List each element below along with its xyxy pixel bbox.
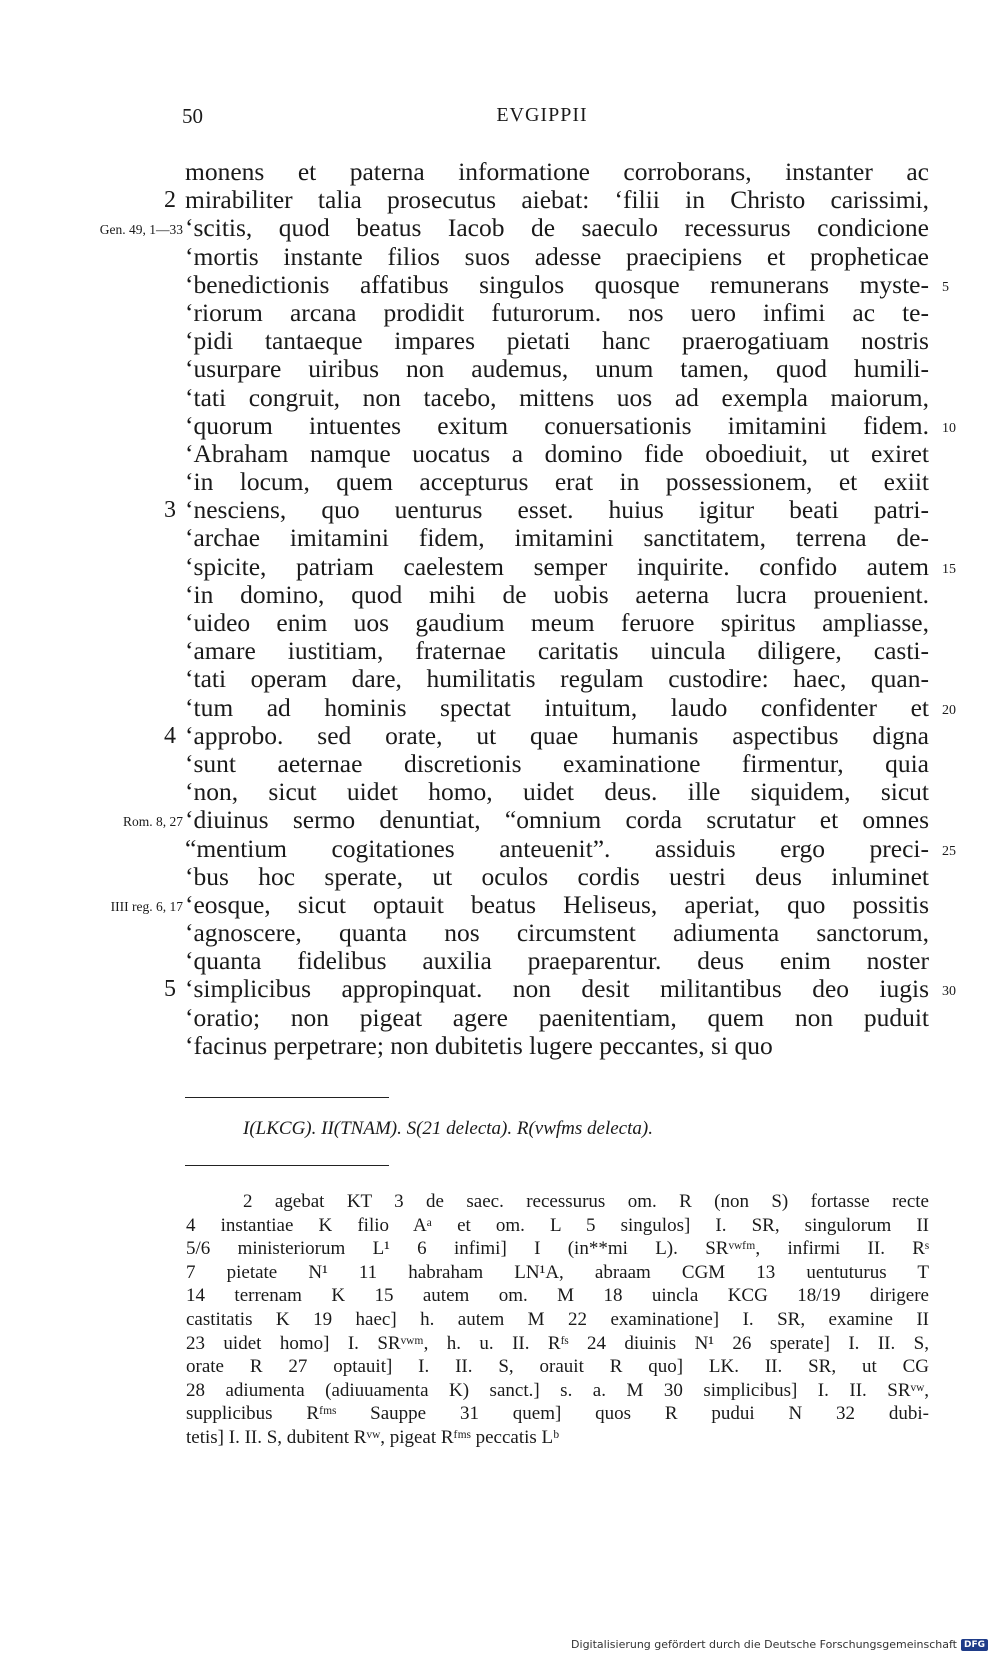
page-header [182, 104, 902, 134]
text-line [0, 1004, 1000, 1032]
line-text: ‘tati operam dare, humilitatis regulam custodire: haec, quan- [185, 664, 929, 694]
text-line [0, 694, 1000, 722]
line-number: 15 [942, 561, 956, 577]
apparatus-text: orate R 27 optauit] I. II. S, orauit R quo] LK. II. SR, ut CG [186, 1356, 929, 1378]
text-line [0, 665, 1000, 693]
text-line [0, 468, 1000, 496]
text-line [0, 806, 1000, 834]
line-text: ‘amare iustitiam, fraternae caritatis uincula diligere, casti- [185, 636, 929, 666]
apparatus-text: 4 instantiae K filio Aᵃ et om. L 5 singulos] I. SR, singulorum II [186, 1214, 929, 1236]
main-text [0, 158, 1000, 1060]
credit-text: Digitalisierung gefördert durch die Deutsche Forschungsgemeinschaft [571, 1638, 957, 1651]
scripture-reference: IIII reg. 6, 17 [110, 898, 183, 914]
line-text: ‘simplicibus appropinquat. non desit militantibus deo iugis [185, 974, 929, 1004]
apparatus-line [0, 1379, 1000, 1403]
divider [185, 1097, 389, 1098]
text-line [0, 637, 1000, 665]
divider [185, 1165, 389, 1166]
line-text: ‘archae imitamini fidem, imitamini sanctitatem, terrena de- [185, 523, 929, 553]
text-line [0, 778, 1000, 806]
line-text: ‘tum ad hominis spectat intuitum, laudo confidenter et [185, 692, 929, 722]
line-text: “mentium cogitationes anteuenit”. assiduis ergo preci- [185, 833, 929, 863]
line-text: ‘non, sicut uidet homo, uidet deus. ille siquidem, sicut [185, 777, 929, 807]
apparatus-text: 28 adiumenta (adiuuamenta K) sanct.] s. a. M 30 simplicibus] I. II. SRᵛʷ, [186, 1379, 929, 1401]
line-text: ‘uideo enim uos gaudium meum feruore spiritus ampliasse, [185, 608, 929, 637]
critical-apparatus [0, 1190, 1000, 1450]
line-text: ‘eosque, sicut optauit beatus Heliseus, aperiat, quo possitis [185, 889, 929, 919]
manuscript-sigla: I(LKCG). II(TNAM). S(21 delecta). R(vwfms delecta). [243, 1118, 653, 1139]
apparatus-text: castitatis K 19 haec] h. autem M 22 examinatione] I. SR, examine II [186, 1308, 929, 1330]
apparatus-text: 7 pietate N¹ 11 habraham LN¹A, abraam CGM 13 uentuturus T [186, 1261, 929, 1283]
text-line [0, 553, 1000, 581]
text-line [0, 975, 1000, 1003]
line-text: ‘sunt aeternae discretionis examinatione firmentur, quia [185, 748, 929, 778]
text-line [0, 384, 1000, 412]
scripture-reference: Gen. 49, 1—33 [99, 222, 183, 238]
line-text: ‘facinus perpetrare; non dubitetis lugere peccantes, si quo [185, 1030, 773, 1060]
line-text: ‘usurpare uiribus non audemus, unum tamen, quod humili- [185, 354, 929, 384]
text-line [0, 919, 1000, 947]
digitization-credit [571, 1638, 988, 1651]
text-line [0, 891, 1000, 919]
apparatus-text: 2 agebat KT 3 de saec. recessurus om. R (non S) fortasse recte [243, 1191, 929, 1212]
apparatus-text: 23 uidet homo] I. SRᵛʷᵐ, h. u. II. Rᶠˢ 24 diuinis N¹ 26 sperate] I. II. S, [186, 1332, 929, 1354]
text-line [0, 214, 1000, 242]
text-line [0, 609, 1000, 637]
apparatus-text: tetis] I. II. S, dubitent Rᵛʷ, pigeat Rᶠᵐˢ peccatis Lᵇ [186, 1426, 560, 1448]
line-text: ‘scitis, quod beatus Iacob de saeculo recessurus condicione [185, 213, 929, 243]
page-number: 50 [182, 104, 203, 128]
section-number: 2 [164, 187, 176, 214]
line-text: ‘in locum, quem accepturus erat in possessionem, et exiit [185, 467, 929, 497]
text-line [0, 355, 1000, 383]
line-text: mirabiliter talia prosecutus aiebat: ‘filii in Christo carissimi, [185, 185, 929, 215]
section-number: 3 [164, 497, 176, 524]
line-text: ‘oratio; non pigeat agere paenitentiam, quem non puduit [185, 1002, 929, 1032]
apparatus-line [0, 1284, 1000, 1308]
apparatus-line [0, 1355, 1000, 1379]
scripture-reference: Rom. 8, 27 [122, 814, 183, 830]
line-number: 20 [942, 702, 956, 718]
apparatus-line [0, 1332, 1000, 1356]
section-number: 4 [164, 722, 176, 749]
apparatus-line [0, 1426, 1000, 1450]
apparatus-text: 14 terrenam K 15 autem om. M 18 uincla KCG 18/19 dirigere [186, 1285, 929, 1307]
text-line [0, 581, 1000, 609]
line-text: ‘agnoscere, quanta nos circumstent adiumenta sanctorum, [185, 918, 929, 948]
running-title: EVGIPPII [496, 104, 588, 126]
line-number: 25 [942, 843, 956, 859]
line-text: ‘nesciens, quo uenturus esset. huius igitur beati patri- [185, 495, 929, 525]
text-line [0, 722, 1000, 750]
text-line [0, 1032, 1000, 1060]
text-line [0, 440, 1000, 468]
line-text: ‘spicite, patriam caelestem semper inquirite. confido autem [185, 551, 929, 581]
dfg-logo-icon: DFG [961, 1639, 988, 1651]
text-line [0, 947, 1000, 975]
line-text: ‘in domino, quod mihi de uobis aeterna lucra prouenient. [185, 579, 929, 609]
text-line [0, 750, 1000, 778]
apparatus-text: supplicibus Rᶠᵐˢ Sauppe 31 quem] quos R pudui N 32 dubi- [186, 1403, 929, 1425]
line-text: ‘quanta fidelibus auxilia praeparentur. deus enim noster [185, 946, 929, 976]
text-line [0, 863, 1000, 891]
line-text: ‘Abraham namque uocatus a domino fide oboediuit, ut exiret [185, 438, 929, 468]
text-line [0, 496, 1000, 524]
apparatus-text: 5/6 ministeriorum L¹ 6 infimi] I (in**mi L). SRᵛʷᶠᵐ, infirmi II. Rˢ [186, 1238, 929, 1260]
line-text: ‘quorum intuentes exitum conuersationis imitamini fidem. [185, 410, 929, 440]
line-text: ‘benedictionis affatibus singulos quosque remunerans myste- [185, 269, 929, 299]
text-line [0, 271, 1000, 299]
section-number: 5 [164, 976, 176, 1003]
apparatus-line [0, 1261, 1000, 1285]
apparatus-line [0, 1214, 1000, 1238]
line-number: 10 [942, 420, 956, 436]
apparatus-line [0, 1237, 1000, 1261]
text-line [0, 412, 1000, 440]
text-line [0, 243, 1000, 271]
line-text: ‘tati congruit, non tacebo, mittens uos ad exempla maiorum, [185, 382, 929, 412]
text-line [0, 835, 1000, 863]
text-line [0, 327, 1000, 355]
line-text: ‘bus hoc sperate, ut oculos cordis uestri deus inluminet [185, 861, 929, 891]
line-text: ‘approbo. sed orate, ut quae humanis aspectibus digna [185, 720, 929, 750]
line-number: 30 [942, 984, 956, 1000]
line-number: 5 [942, 279, 949, 295]
line-text: ‘riorum arcana prodidit futurorum. nos uero infimi ac te- [185, 297, 929, 327]
apparatus-line [0, 1308, 1000, 1332]
line-text: ‘pidi tantaeque impares pietati hanc praerogatiuam nostris [185, 326, 929, 356]
text-line [0, 524, 1000, 552]
line-text: ‘mortis instante filios suos adesse praecipiens et propheticae [185, 241, 929, 271]
line-text: monens et paterna informatione corroborans, instanter ac [185, 157, 929, 186]
text-line [0, 186, 1000, 214]
apparatus-line [0, 1190, 1000, 1214]
apparatus-line [0, 1402, 1000, 1426]
line-text: ‘diuinus sermo denuntiat, “omnium corda scrutatur et omnes [185, 805, 929, 835]
text-line [0, 158, 1000, 186]
text-line [0, 299, 1000, 327]
